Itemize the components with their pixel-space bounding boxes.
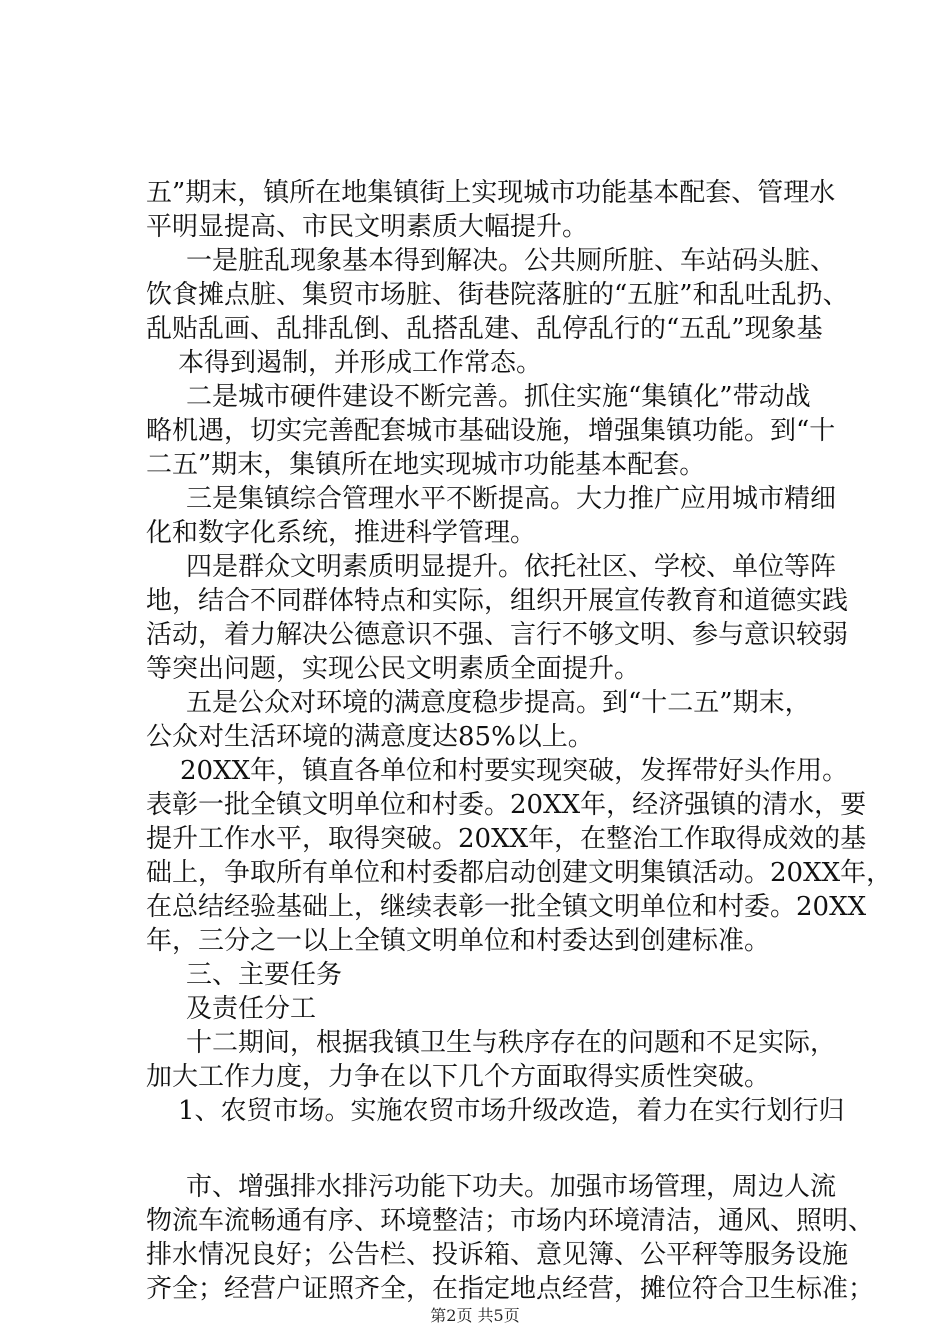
- text-line: 1、农贸市场。实施农贸市场升级改造，着力在实行划行归: [178, 1096, 845, 1126]
- text-line: 市、增强排水排污功能下功夫。加强市场管理，周边人流: [186, 1172, 837, 1202]
- text-line: 齐全；经营户证照齐全，在指定地点经营，摊位符合卫生标准；: [146, 1274, 875, 1304]
- text-line: 活动，着力解决公德意识不强、言行不够文明、参与意识较弱: [146, 620, 849, 650]
- text-line: 化和数字化系统，推进科学管理。: [146, 518, 537, 548]
- text-line: 十二期间，根据我镇卫生与秩序存在的问题和不足实际，: [186, 1028, 837, 1058]
- text-line: 五”期末，镇所在地集镇街上实现城市功能基本配套、管理水: [146, 178, 836, 208]
- text-line: 地，结合不同群体特点和实际，组织开展宣传教育和道德实践: [146, 586, 849, 616]
- text-line: 等突出问题，实现公民文明素质全面提升。: [146, 654, 641, 684]
- text-line: 二是城市硬件建设不断完善。抓住实施“集镇化”带动战: [186, 382, 811, 412]
- text-line: 排水情况良好；公告栏、投诉箱、意见簿、公平秤等服务设施: [146, 1240, 849, 1270]
- text-line: 加大工作力度，力争在以下几个方面取得实质性突破。: [146, 1062, 771, 1092]
- text-line: 平明显提高、市民文明素质大幅提升。: [146, 212, 589, 242]
- text-line: 乱贴乱画、乱排乱倒、乱搭乱建、乱停乱行的“五乱”现象基: [146, 314, 823, 344]
- text-line: 础上，争取所有单位和村委都启动创建文明集镇活动。20XX年，: [146, 858, 893, 888]
- text-line: 公众对生活环境的满意度达85%以上。: [146, 722, 594, 752]
- text-line: 五是公众对环境的满意度稳步提高。到“十二五”期末，: [186, 688, 811, 718]
- text-line: 本得到遏制，并形成工作常态。: [178, 348, 543, 378]
- text-line: 提升工作水平，取得突破。20XX年，在整治工作取得成效的基: [146, 824, 867, 854]
- page-number-footer: 第2页 共5页: [430, 1306, 520, 1325]
- text-line: 物流车流畅通有序、环境整洁；市场内环境清洁，通风、照明、: [146, 1206, 875, 1236]
- text-line: 表彰一批全镇文明单位和村委。20XX年，经济强镇的清水，要: [146, 790, 867, 820]
- text-line: 二五”期末，集镇所在地实现城市功能基本配套。: [146, 450, 706, 480]
- text-line: 四是群众文明素质明显提升。依托社区、学校、单位等阵: [186, 552, 837, 582]
- section-heading: 及责任分工: [186, 994, 317, 1024]
- section-heading: 三、主要任务: [186, 960, 343, 990]
- text-line: 在总结经验基础上，继续表彰一批全镇文明单位和村委。20XX: [146, 892, 867, 922]
- text-line: 略机遇，切实完善配套城市基础设施，增强集镇功能。到“十: [146, 416, 836, 446]
- text-line: 年，三分之一以上全镇文明单位和村委达到创建标准。: [146, 926, 771, 956]
- text-line: 20XX年，镇直各单位和村要实现突破，发挥带好头作用。: [180, 756, 849, 786]
- text-line: 三是集镇综合管理水平不断提高。大力推广应用城市精细: [186, 484, 837, 514]
- text-line: 一是脏乱现象基本得到解决。公共厕所脏、车站码头脏、: [186, 246, 837, 276]
- text-line: 饮食摊点脏、集贸市场脏、街巷院落脏的“五脏”和乱吐乱扔、: [146, 280, 849, 310]
